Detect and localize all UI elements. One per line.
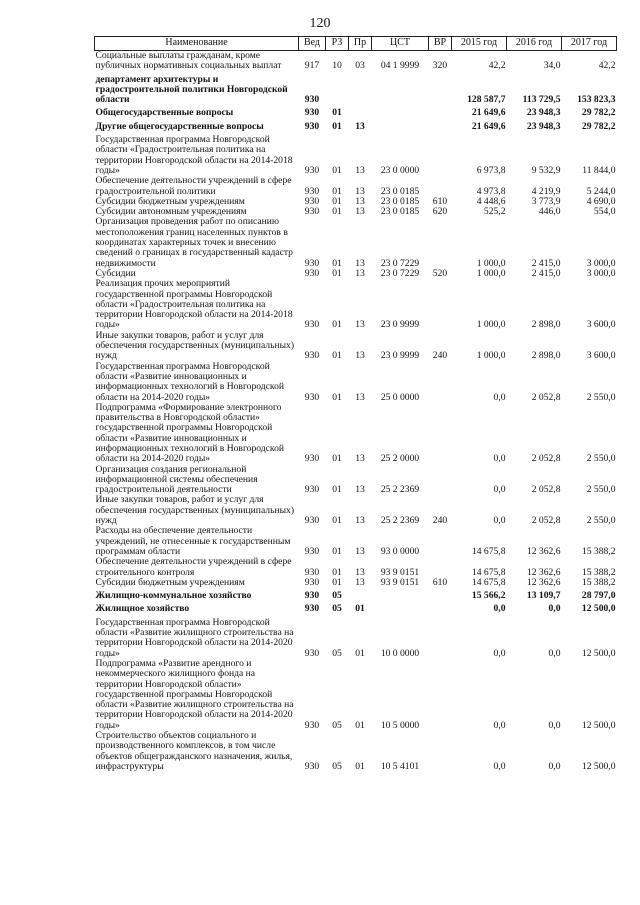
- row-rz-cell: 01: [332, 515, 342, 527]
- row-ved-cell: 930: [304, 760, 320, 772]
- row-2015-cell: 15 566,2: [471, 590, 506, 602]
- row-rz-cell: 01: [332, 257, 342, 269]
- row-2016-cell: 2 898,0: [531, 319, 561, 331]
- row-cst-cell: 10 5 0000: [380, 719, 420, 731]
- row-ved-cell: 930: [304, 566, 320, 578]
- row-2017-cell: 15 388,2: [581, 566, 616, 578]
- row-vr-cell: [429, 217, 452, 268]
- row-ved-cell: 930: [304, 195, 320, 207]
- table-row: [95, 601, 617, 614]
- row-pr-cell: 13: [355, 164, 365, 176]
- column-header-2015: 2015 год: [452, 37, 507, 51]
- row-name-cell: Субсидии автономным учреждениям: [95, 206, 247, 218]
- row-ved-cell: 930: [304, 164, 320, 176]
- row-2016-cell: 12 362,6: [526, 566, 561, 578]
- row-ved-cell: 930: [304, 719, 320, 731]
- row-2016-cell: 2 415,0: [531, 257, 561, 269]
- row-2015-cell: 4 973,8: [476, 185, 506, 197]
- row-vr-cell: [429, 119, 452, 132]
- row-name-cell: Подпрограмма «Развитие арендного и некоммерческого жилищного фонда на территории Новгородской области» государственной программы Новгородской области «Развитие жилищного строительства на территории Новгородской области на 2014-2020 годы»: [95, 657, 294, 731]
- row-cst-cell: 25 2 2369: [380, 484, 420, 496]
- row-rz-cell: 01: [332, 576, 342, 588]
- table-row: [95, 279, 617, 330]
- row-ved-cell: 930: [304, 576, 320, 588]
- row-2015-cell: 525,2: [483, 206, 506, 218]
- row-rz-cell: 01: [332, 319, 342, 331]
- row-ved-cell: 930: [304, 120, 320, 132]
- row-rz-cell: 01: [332, 120, 342, 132]
- row-2015-cell: 1 000,0: [476, 267, 506, 279]
- row-ved-cell: 930: [304, 453, 320, 465]
- row-name-cell: Организация создания региональной информационной системы обеспечения градостроительной деятельности: [95, 463, 258, 496]
- row-ved-cell: 930: [304, 107, 320, 119]
- row-vr-cell: 520: [432, 267, 448, 279]
- row-name-cell: Организация проведения работ по описанию местоположения границ населенных пунктов в координатах характерных точек и внесению сведений о границах в государственный кадастр недвижимости: [95, 216, 293, 269]
- row-cst-cell: [372, 105, 429, 118]
- row-name-cell: Обеспечение деятельности учреждений в сфере градостроительной политики: [95, 175, 292, 197]
- row-pr-cell: 13: [355, 195, 365, 207]
- row-name-cell: Другие общегосударственные вопросы: [95, 120, 264, 132]
- row-vr-cell: [429, 176, 452, 197]
- row-name-cell: Социальные выплаты гражданам, кроме публичных нормативных социальных выплат: [95, 50, 282, 72]
- row-2017-cell: 4 690,0: [586, 195, 616, 207]
- row-pr-cell: 13: [355, 257, 365, 269]
- table-row: [95, 578, 617, 588]
- column-header-vr: ВР: [429, 37, 452, 51]
- row-vr-cell: 610: [432, 576, 448, 588]
- row-name-cell: Государственная программа Новгородской области «Градостроительная политика на территории Новгородской области на 2014-2018 годы»: [95, 134, 293, 176]
- row-2017-cell: 2 550,0: [586, 391, 616, 403]
- row-2016-cell: 9 532,9: [531, 164, 561, 176]
- row-vr-cell: [429, 615, 452, 659]
- table-body: [95, 51, 617, 773]
- row-name-cell: Общегосударственные вопросы: [95, 107, 234, 119]
- row-ved-cell: 930: [304, 257, 320, 269]
- row-cst-cell: 23 0 0185: [380, 195, 420, 207]
- row-2016-cell: 13 109,7: [526, 590, 561, 602]
- row-2017-cell: 5 244,0: [586, 185, 616, 197]
- row-2016-cell: 12 362,6: [526, 576, 561, 588]
- row-cst-cell: 23 0 9999: [380, 319, 420, 331]
- table-row: [95, 105, 617, 118]
- table-row: [95, 659, 617, 731]
- table-row: [95, 132, 617, 176]
- row-pr-cell: 13: [355, 484, 365, 496]
- row-2016-cell: 0,0: [548, 719, 561, 731]
- column-header-pr: Пр: [349, 37, 372, 51]
- row-pr-cell: 03: [355, 60, 365, 72]
- row-2017-cell: 15 388,2: [581, 576, 616, 588]
- row-2017-cell: 15 388,2: [581, 545, 616, 557]
- row-2016-cell: 2 898,0: [531, 350, 561, 362]
- table-header-row: [95, 37, 617, 51]
- row-2015-cell: 0,0: [493, 603, 506, 615]
- row-pr-cell: 01: [355, 760, 365, 772]
- row-2015-cell: 0,0: [493, 453, 506, 465]
- row-name-cell: Иные закупки товаров, работ и услуг для обеспечения государственных (муниципальных) нужд: [95, 494, 295, 527]
- row-2016-cell: 2 415,0: [531, 267, 561, 279]
- row-2016-cell: 2 052,8: [531, 453, 561, 465]
- row-cst-cell: 25 0 0000: [380, 391, 420, 403]
- row-2015-cell: 0,0: [493, 391, 506, 403]
- row-vr-cell: [429, 557, 452, 578]
- row-2017-cell: 12 500,0: [581, 760, 616, 772]
- row-name-cell: Строительство объектов социального и производственного комплексов, в том числе объектов общегражданского назначения, жилья, инфраструктуры: [95, 730, 293, 772]
- row-ved-cell: 930: [304, 267, 320, 279]
- row-2017-cell: 12 500,0: [581, 647, 616, 659]
- row-2015-cell: 1 000,0: [476, 350, 506, 362]
- row-name-cell: Расходы на обеспечение деятельности учреждений, не отнесенные к государственным программам области: [95, 525, 291, 557]
- row-vr-cell: [429, 465, 452, 496]
- row-vr-cell: [429, 601, 452, 614]
- row-cst-cell: [372, 119, 429, 132]
- row-2016-cell: 0,0: [548, 760, 561, 772]
- row-2017-cell: 3 000,0: [586, 257, 616, 269]
- row-2015-cell: 14 675,8: [471, 545, 506, 557]
- row-pr-cell: [349, 105, 372, 118]
- row-2017-cell: 12 500,0: [581, 719, 616, 731]
- row-pr-cell: 13: [355, 206, 365, 218]
- row-rz-cell: 01: [332, 350, 342, 362]
- row-2015-cell: 21 649,6: [471, 107, 506, 119]
- row-cst-cell: 23 0 0000: [380, 164, 420, 176]
- row-vr-cell: [429, 526, 452, 557]
- row-2017-cell: 2 550,0: [586, 484, 616, 496]
- row-rz-cell: 01: [332, 195, 342, 207]
- row-2017-cell: 11 844,0: [582, 164, 616, 176]
- row-2016-cell: 4 219,9: [531, 185, 561, 197]
- row-2015-cell: 0,0: [493, 484, 506, 496]
- row-name-cell: Обеспечение деятельности учреждений в сфере строительного контроля: [95, 556, 292, 578]
- row-2015-cell: 0,0: [493, 719, 506, 731]
- row-2016-cell: 3 773,9: [531, 195, 561, 207]
- row-name-cell: Государственная программа Новгородской области «Развитие инновационных и информационных технологий в Новгородской области на 2014-2020 годы»: [95, 360, 285, 403]
- row-name-cell: Субсидии бюджетным учреждениям: [95, 195, 245, 207]
- row-2015-cell: 4 448,6: [476, 195, 506, 207]
- row-cst-cell: 93 9 0151: [380, 566, 420, 578]
- row-2015-cell: 14 675,8: [471, 576, 506, 588]
- row-vr-cell: 610: [432, 195, 448, 207]
- row-ved-cell: 930: [304, 350, 320, 362]
- row-2017-cell: 153 823,3: [577, 94, 616, 106]
- table-row: [95, 119, 617, 132]
- row-ved-cell: 930: [304, 94, 320, 106]
- row-pr-cell: 13: [355, 120, 365, 132]
- row-2016-cell: 0,0: [548, 603, 561, 615]
- column-header-ved: Вед: [299, 37, 326, 51]
- row-cst-cell: 10 0 0000: [380, 647, 420, 659]
- table-row: [95, 176, 617, 197]
- table-row: [95, 465, 617, 496]
- row-rz-cell: 05: [332, 590, 342, 602]
- row-ved-cell: 930: [304, 515, 320, 527]
- row-2015-cell: 1 000,0: [476, 257, 506, 269]
- row-cst-cell: 04 1 9999: [380, 60, 420, 72]
- column-header-rz: РЗ: [326, 37, 349, 51]
- row-pr-cell: 13: [355, 185, 365, 197]
- row-pr-cell: 01: [355, 603, 365, 615]
- row-pr-cell: 13: [355, 267, 365, 279]
- row-name-cell: Подпрограмма «Формирование электронного правительства в Новгородской области» государственной программы Новгородской области «Развитие инновационных и информационных технологий в Новгородской области на 2014-2020 годы»: [95, 401, 285, 465]
- row-ved-cell: 930: [304, 206, 320, 218]
- row-cst-cell: [372, 588, 429, 601]
- row-2016-cell: 2 052,8: [531, 484, 561, 496]
- row-2015-cell: 1 000,0: [476, 319, 506, 331]
- row-cst-cell: [372, 72, 429, 106]
- row-rz-cell: 05: [332, 603, 342, 615]
- row-2016-cell: 113 729,5: [522, 94, 561, 106]
- table-row: [95, 217, 617, 268]
- row-ved-cell: 930: [304, 484, 320, 496]
- row-2017-cell: 28 797,0: [581, 590, 616, 602]
- row-pr-cell: 13: [355, 545, 365, 557]
- row-2016-cell: 2 052,8: [531, 515, 561, 527]
- row-name-cell: Государственная программа Новгородской области «Развитие жилищного строительства на территории Новгородской области на 2014-2020 годы»: [95, 616, 294, 659]
- table-row: [95, 588, 617, 601]
- row-2015-cell: 0,0: [493, 515, 506, 527]
- row-vr-cell: [429, 132, 452, 176]
- row-pr-cell: 13: [355, 350, 365, 362]
- table-row: [95, 526, 617, 557]
- row-pr-cell: 01: [355, 719, 365, 731]
- row-2017-cell: 2 550,0: [586, 515, 616, 527]
- row-pr-cell: [349, 72, 372, 106]
- table-row: [95, 615, 617, 659]
- row-cst-cell: 10 5 4101: [380, 760, 420, 772]
- row-pr-cell: [349, 588, 372, 601]
- row-vr-cell: [429, 105, 452, 118]
- row-vr-cell: [429, 403, 452, 465]
- row-vr-cell: 320: [432, 60, 448, 72]
- column-header-cst: ЦСТ: [372, 37, 429, 51]
- row-2015-cell: 6 973,8: [476, 164, 506, 176]
- row-cst-cell: 93 9 0151: [380, 576, 420, 588]
- page-number: 120: [309, 16, 331, 31]
- row-2016-cell: 0,0: [548, 647, 561, 659]
- table-row: [95, 403, 617, 465]
- row-ved-cell: 917: [304, 60, 320, 72]
- row-rz-cell: 01: [332, 206, 342, 218]
- row-rz-cell: 01: [332, 185, 342, 197]
- row-2017-cell: 3 000,0: [586, 267, 616, 279]
- row-rz-cell: 05: [332, 647, 342, 659]
- row-ved-cell: 930: [304, 647, 320, 659]
- row-rz-cell: 01: [332, 484, 342, 496]
- row-name-cell: Жилищно-коммунальное хозяйство: [95, 590, 252, 602]
- row-ved-cell: 930: [304, 319, 320, 331]
- row-pr-cell: 13: [355, 453, 365, 465]
- row-name-cell: Реализация прочих мероприятий государственной программы Новгородской области «Градостроительная политика на территории Новгородской области на 2014-2018 годы»: [95, 278, 293, 331]
- row-2017-cell: 554,0: [593, 206, 616, 218]
- row-ved-cell: 930: [304, 391, 320, 403]
- row-2017-cell: 3 600,0: [586, 319, 616, 331]
- row-name-cell: Субсидии бюджетным учреждениям: [95, 576, 245, 588]
- row-2015-cell: 0,0: [493, 760, 506, 772]
- row-pr-cell: 13: [355, 515, 365, 527]
- row-rz-cell: 05: [332, 719, 342, 731]
- row-2017-cell: 12 500,0: [581, 603, 616, 615]
- row-pr-cell: 13: [355, 391, 365, 403]
- row-vr-cell: [429, 588, 452, 601]
- row-cst-cell: 25 2 2369: [380, 515, 420, 527]
- row-pr-cell: 01: [355, 647, 365, 659]
- row-ved-cell: 930: [304, 185, 320, 197]
- row-2016-cell: 12 362,6: [526, 545, 561, 557]
- row-2016-cell: 23 948,3: [526, 107, 561, 119]
- table-row: [95, 495, 617, 526]
- row-vr-cell: 620: [432, 206, 448, 218]
- table-row: [95, 72, 617, 106]
- row-2017-cell: 29 782,2: [581, 107, 616, 119]
- row-vr-cell: [429, 279, 452, 330]
- row-ved-cell: 930: [304, 603, 320, 615]
- row-vr-cell: [429, 362, 452, 403]
- row-pr-cell: 13: [355, 319, 365, 331]
- row-rz-cell: 01: [332, 453, 342, 465]
- row-2017-cell: 2 550,0: [586, 453, 616, 465]
- row-vr-cell: [429, 731, 452, 772]
- column-header-2016: 2016 год: [507, 37, 562, 51]
- budget-table: [94, 36, 617, 772]
- row-cst-cell: [372, 601, 429, 614]
- table-row: [95, 51, 617, 72]
- row-cst-cell: 23 0 9999: [380, 350, 420, 362]
- row-2017-cell: 29 782,2: [581, 120, 616, 132]
- row-pr-cell: 13: [355, 576, 365, 588]
- row-rz-cell: 01: [332, 267, 342, 279]
- row-2016-cell: 2 052,8: [531, 391, 561, 403]
- row-cst-cell: 25 2 0000: [380, 453, 420, 465]
- column-header-name: Наименование: [95, 37, 299, 51]
- row-2016-cell: 34,0: [543, 60, 561, 72]
- row-cst-cell: 23 0 0185: [380, 185, 420, 197]
- row-vr-cell: [429, 659, 452, 731]
- table-row: [95, 557, 617, 578]
- row-cst-cell: 23 0 7229: [380, 267, 420, 279]
- row-rz-cell: 01: [332, 107, 342, 119]
- row-vr-cell: 240: [432, 350, 448, 362]
- row-rz-cell: 10: [332, 60, 342, 72]
- table-row: [95, 331, 617, 362]
- table-row: [95, 362, 617, 403]
- row-2017-cell: 42,2: [598, 60, 616, 72]
- row-rz-cell: 05: [332, 760, 342, 772]
- table-row: [95, 731, 617, 772]
- row-name-cell: департамент архитектуры и градостроительной политики Новгородской области: [95, 73, 288, 106]
- row-vr-cell: 240: [432, 515, 448, 527]
- column-header-2017: 2017 год: [562, 37, 617, 51]
- row-2017-cell: 3 600,0: [586, 350, 616, 362]
- row-cst-cell: 23 0 7229: [380, 257, 420, 269]
- row-2016-cell: 446,0: [538, 206, 561, 218]
- row-name-cell: Иные закупки товаров, работ и услуг для обеспечения государственных (муниципальных) нужд: [95, 329, 295, 362]
- row-rz-cell: 01: [332, 566, 342, 578]
- row-rz-cell: 01: [332, 545, 342, 557]
- row-2015-cell: 21 649,6: [471, 120, 506, 132]
- row-name-cell: Жилищное хозяйство: [95, 603, 190, 615]
- row-rz-cell: [326, 72, 349, 106]
- row-rz-cell: 01: [332, 164, 342, 176]
- row-2015-cell: 0,0: [493, 647, 506, 659]
- row-cst-cell: 23 0 0185: [380, 206, 420, 218]
- row-vr-cell: [429, 72, 452, 106]
- row-pr-cell: 13: [355, 566, 365, 578]
- row-2016-cell: 23 948,3: [526, 120, 561, 132]
- row-2015-cell: 128 587,7: [467, 94, 506, 106]
- row-ved-cell: 930: [304, 545, 320, 557]
- row-2015-cell: 42,2: [488, 60, 506, 72]
- row-cst-cell: 93 0 0000: [380, 545, 420, 557]
- row-ved-cell: 930: [304, 590, 320, 602]
- row-rz-cell: 01: [332, 391, 342, 403]
- row-2015-cell: 14 675,8: [471, 566, 506, 578]
- row-name-cell: Субсидии: [95, 267, 136, 279]
